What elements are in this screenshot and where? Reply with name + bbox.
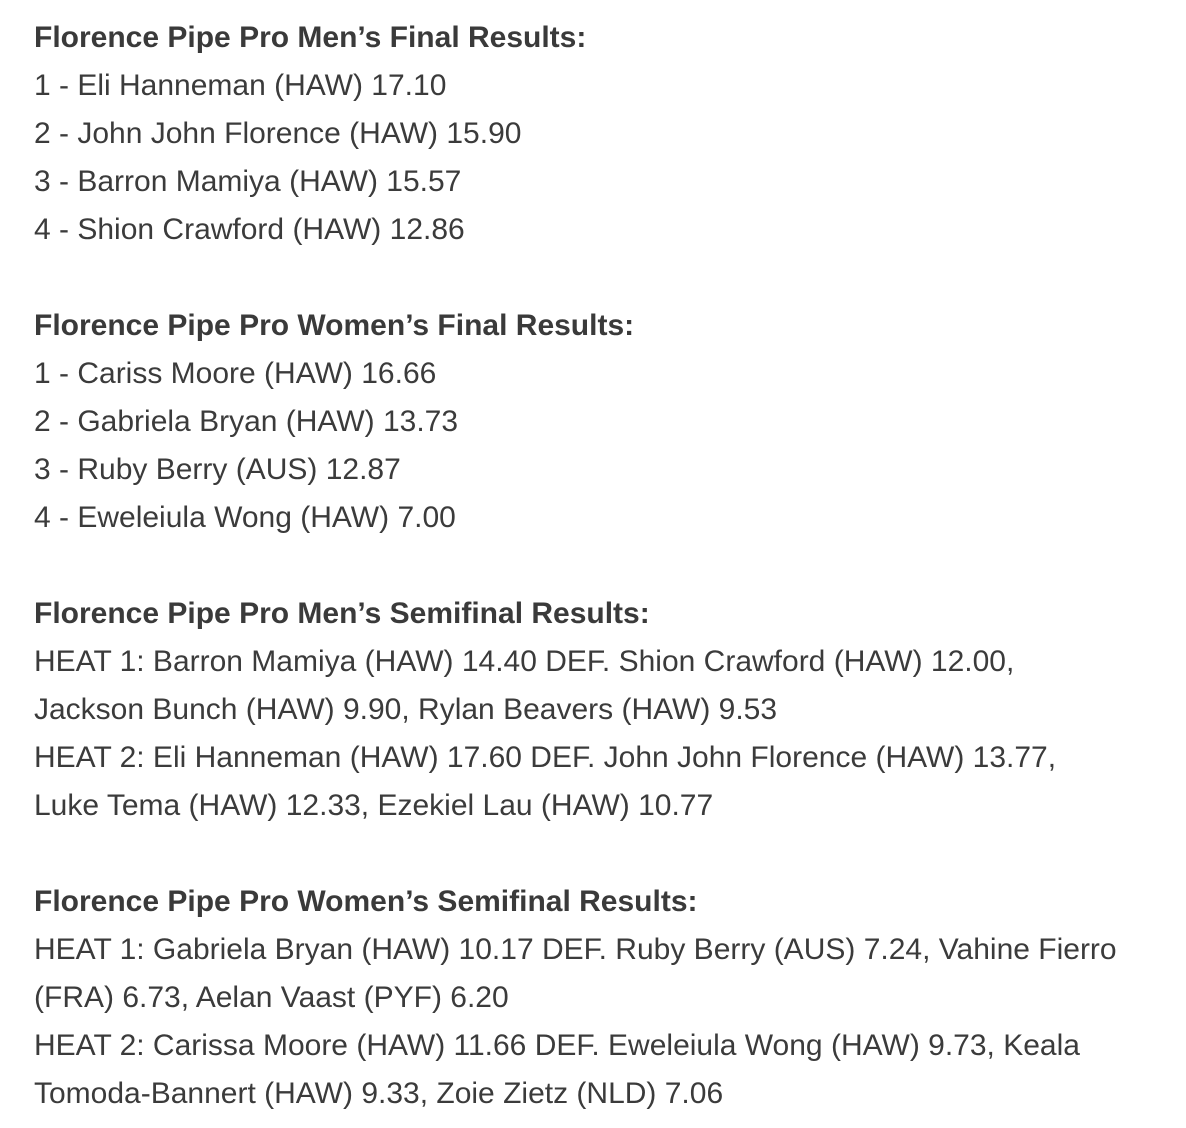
mens-final-section (34, 14, 1174, 254)
section-heading: Florence Pipe Pro Men’s Semifinal Results: (34, 597, 650, 630)
womens-final-section (34, 302, 1174, 542)
result-line: 1 - Eli Hanneman (HAW) 17.10 (34, 69, 447, 102)
result-line: 2 - John John Florence (HAW) 15.90 (34, 117, 522, 150)
section-heading: Florence Pipe Pro Women’s Final Results: (34, 309, 635, 342)
result-line: Jackson Bunch (HAW) 9.90, Rylan Beavers (HAW) 9.53 (34, 693, 778, 726)
result-line: 1 - Cariss Moore (HAW) 16.66 (34, 357, 437, 390)
result-line: HEAT 1: Gabriela Bryan (HAW) 10.17 DEF. Ruby Berry (AUS) 7.24, Vahine Fierro (34, 933, 1117, 966)
result-line: HEAT 2: Eli Hanneman (HAW) 17.60 DEF. John John Florence (HAW) 13.77, (34, 741, 1057, 774)
result-line: Tomoda-Bannert (HAW) 9.33, Zoie Zietz (NLD) 7.06 (34, 1077, 724, 1110)
result-line: 4 - Eweleiula Wong (HAW) 7.00 (34, 501, 456, 534)
result-line: 2 - Gabriela Bryan (HAW) 13.73 (34, 405, 459, 438)
result-line: (FRA) 6.73, Aelan Vaast (PYF) 6.20 (34, 981, 509, 1014)
result-line: Luke Tema (HAW) 12.33, Ezekiel Lau (HAW) 10.77 (34, 789, 714, 822)
womens-semifinal-section (34, 878, 1174, 1118)
result-line: 4 - Shion Crawford (HAW) 12.86 (34, 213, 465, 246)
result-line: HEAT 2: Carissa Moore (HAW) 11.66 DEF. Eweleiula Wong (HAW) 9.73, Keala (34, 1029, 1080, 1062)
result-line: HEAT 1: Barron Mamiya (HAW) 14.40 DEF. Shion Crawford (HAW) 12.00, (34, 645, 1015, 678)
result-line: 3 - Barron Mamiya (HAW) 15.57 (34, 165, 462, 198)
section-heading: Florence Pipe Pro Men’s Final Results: (34, 21, 587, 54)
results-document (34, 14, 1174, 1118)
result-line: 3 - Ruby Berry (AUS) 12.87 (34, 453, 401, 486)
mens-semifinal-section (34, 590, 1174, 830)
section-heading: Florence Pipe Pro Women’s Semifinal Results: (34, 885, 698, 918)
